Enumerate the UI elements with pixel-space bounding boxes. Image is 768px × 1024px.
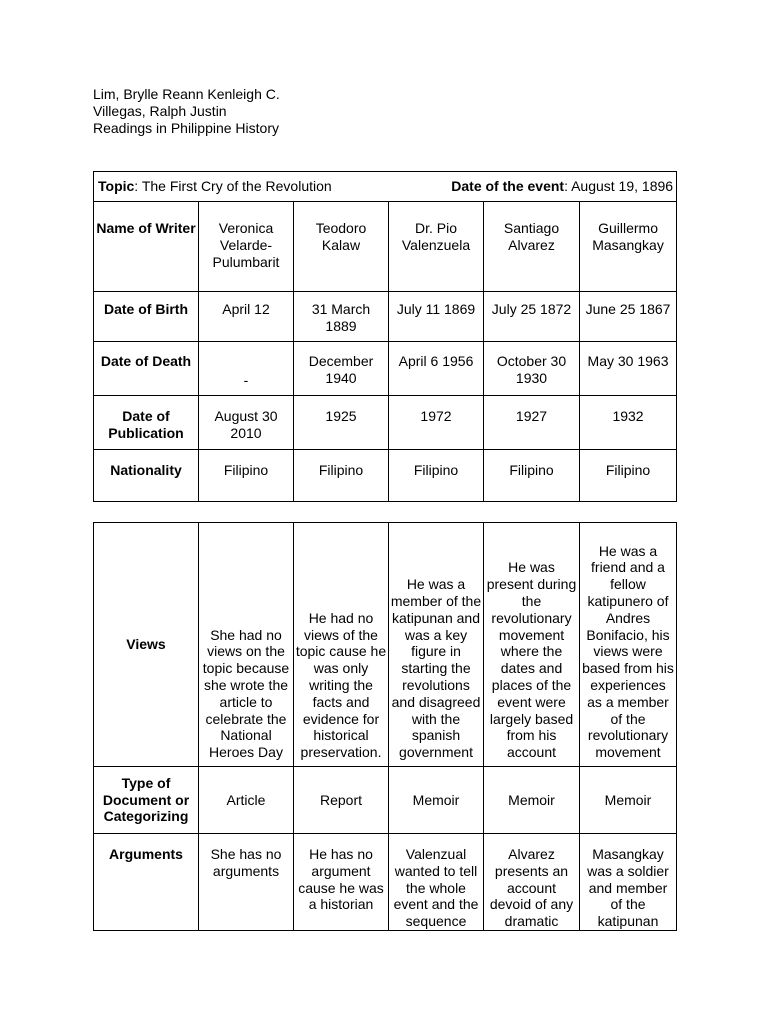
table-cell: Guillermo Masangkay (580, 202, 677, 292)
event-date (451, 178, 673, 195)
document-header (93, 86, 280, 137)
table-cell: Filipino (580, 450, 677, 502)
table-cell: Filipino (199, 450, 294, 502)
topic-label: Topic (98, 178, 135, 195)
topic-cell (94, 172, 677, 202)
table-cell: He was a member of the katipunan and was a key figure in starting the revolutions and disagreed with the spanish government (389, 523, 484, 767)
table-cell: April 6 1956 (389, 342, 484, 396)
table-row (94, 523, 677, 767)
table-cell: Filipino (389, 450, 484, 502)
table-cell: Valenzual wanted to tell the whole event and the sequence (389, 834, 484, 931)
table-cell: 1972 (389, 396, 484, 450)
table-cell: 1932 (580, 396, 677, 450)
table-cell: 31 March 1889 (294, 292, 389, 342)
table-row (94, 396, 677, 450)
table-cell: 1925 (294, 396, 389, 450)
table-row (94, 202, 677, 292)
table-cell: July 11 1869 (389, 292, 484, 342)
table-cell: June 25 1867 (580, 292, 677, 342)
table-cell: She had no views on the topic because she wrote the article to celebrate the National Heroes Day (199, 523, 294, 767)
table-cell: December 1940 (294, 342, 389, 396)
table-cell: July 25 1872 (484, 292, 580, 342)
table-cell: April 12 (199, 292, 294, 342)
table-cell: Report (294, 767, 389, 834)
author-line-2: Villegas, Ralph Justin (93, 103, 227, 119)
topic (98, 178, 332, 195)
table-cell: Article (199, 767, 294, 834)
topic-row (94, 172, 677, 202)
table-cell: He was present during the revolutionary movement where the dates and places of the event were largely based from his account (484, 523, 580, 767)
course-line: Readings in Philippine History (93, 120, 279, 136)
table-row (94, 342, 677, 396)
row-label: Arguments (94, 834, 199, 931)
table-cell: Memoir (484, 767, 580, 834)
table-cell: - (199, 342, 294, 396)
table-cell: Filipino (294, 450, 389, 502)
table-row (94, 834, 677, 931)
table-cell: He has no argument cause he was a historian (294, 834, 389, 931)
table-cell: August 30 2010 (199, 396, 294, 450)
table-cell: Alvarez presents an account devoid of any dramatic (484, 834, 580, 931)
table-cell: Memoir (389, 767, 484, 834)
table-cell: 1927 (484, 396, 580, 450)
table-cell: October 30 1930 (484, 342, 580, 396)
author-line-1: Lim, Brylle Reann Kenleigh C. (93, 86, 280, 102)
row-label: Date of Birth (94, 292, 199, 342)
table-row (94, 767, 677, 834)
table-cell: Masangkay was a soldier and member of the katipunan (580, 834, 677, 931)
table-cell: Memoir (580, 767, 677, 834)
table-row (94, 450, 677, 502)
row-label: Date of Publication (94, 396, 199, 450)
writers-analysis-table (93, 522, 677, 931)
writers-info-table (93, 171, 677, 502)
table-cell: Veronica Velarde-Pulumbarit (199, 202, 294, 292)
table-cell: Teodoro Kalaw (294, 202, 389, 292)
row-label: Date of Death (94, 342, 199, 396)
table-cell: He had no views of the topic cause he was only writing the facts and evidence for historical preservation. (294, 523, 389, 767)
table-cell: She has no arguments (199, 834, 294, 931)
row-label: Views (94, 523, 199, 767)
row-label: Nationality (94, 450, 199, 502)
table-cell: Dr. Pio Valenzuela (389, 202, 484, 292)
table-cell: He was a friend and a fellow katipunero of Andres Bonifacio, his views were based from his experiences as a member of the revolutionary movement (580, 523, 677, 767)
table-cell: Santiago Alvarez (484, 202, 580, 292)
event-date-value: : August 19, 1896 (564, 178, 674, 195)
row-label: Name of Writer (94, 202, 199, 292)
table-row (94, 292, 677, 342)
row-label: Type of Document or Categorizing (94, 767, 199, 834)
event-date-label: Date of the event (451, 178, 565, 195)
table-cell: May 30 1963 (580, 342, 677, 396)
table-cell: Filipino (484, 450, 580, 502)
topic-value: : The First Cry of the Revolution (134, 178, 332, 195)
